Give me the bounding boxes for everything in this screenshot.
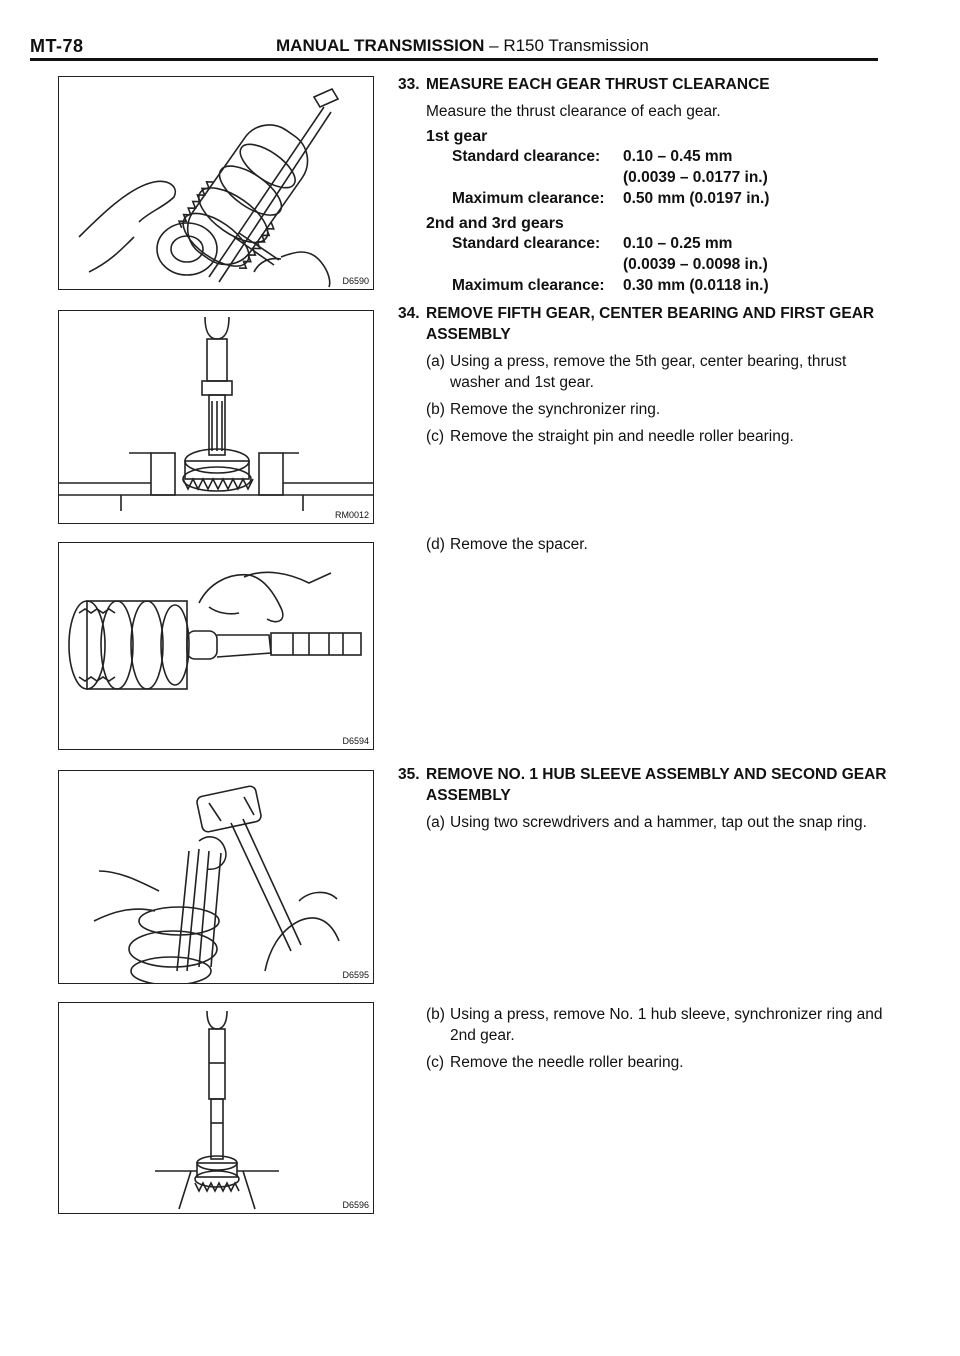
gear-thrust-clearance-measure-illustration <box>59 77 373 289</box>
header-rule <box>30 58 878 61</box>
step-b: (b) Remove the synchronizer ring. <box>426 401 661 418</box>
title-main: MANUAL TRANSMISSION <box>276 36 485 55</box>
section-number: 35. <box>398 766 420 783</box>
gear23-heading: 2nd and 3rd gears <box>426 215 564 232</box>
figure-code: D6590 <box>342 276 369 286</box>
std-label: Standard clearance: <box>452 148 601 165</box>
std-value: 0.10 – 0.25 mm <box>623 235 733 252</box>
section-heading: REMOVE NO. 1 HUB SLEEVE ASSEMBLY AND SECOND GEAR ASSEMBLY <box>426 766 887 804</box>
figure-code: D6595 <box>342 970 369 980</box>
tap-snap-ring-illustration <box>59 771 373 983</box>
figure-code: D6594 <box>342 736 369 746</box>
section-34-step-d <box>398 534 888 555</box>
title-subtitle: R150 Transmission <box>503 36 649 55</box>
gear23-spec <box>398 233 888 296</box>
figure-thrust-clearance <box>58 76 374 290</box>
max-label: Maximum clearance: <box>452 277 605 294</box>
figure-code: D6596 <box>342 1200 369 1210</box>
step-a: (a) Using a press, remove the 5th gear, center bearing, thrust washer and 1st gear. <box>426 353 847 391</box>
std-value-in: (0.0039 – 0.0098 in.) <box>623 256 768 273</box>
section-title <box>398 303 888 345</box>
section-title <box>398 74 888 95</box>
step-a: (a) Using two screwdrivers and a hammer, tap out the snap ring. <box>426 814 867 831</box>
page-number: MT-78 <box>30 36 84 56</box>
press-remove-fifth-gear-illustration <box>59 311 373 523</box>
section-heading: REMOVE FIFTH GEAR, CENTER BEARING AND FIRST GEAR ASSEMBLY <box>426 305 875 343</box>
press-remove-hub-sleeve-illustration <box>59 1003 373 1213</box>
gear1-heading: 1st gear <box>426 128 488 145</box>
section-number: 34. <box>398 305 420 322</box>
step-b: (b) Using a press, remove No. 1 hub sleeve, synchronizer ring and 2nd gear. <box>426 1006 883 1044</box>
figure-tap-snap-ring <box>58 770 374 984</box>
section-title <box>398 764 888 806</box>
std-value: 0.10 – 0.45 mm <box>623 148 733 165</box>
section-33 <box>398 74 888 296</box>
std-label: Standard clearance: <box>452 235 601 252</box>
gear1-spec <box>398 146 888 209</box>
section-35-steps-bc <box>398 1004 888 1073</box>
max-value: 0.30 mm (0.0118 in.) <box>623 277 769 294</box>
max-label: Maximum clearance: <box>452 190 605 207</box>
step-d: (d) Remove the spacer. <box>426 536 588 553</box>
section-intro: Measure the thrust clearance of each gear. <box>426 103 721 120</box>
step-c: (c) Remove the needle roller bearing. <box>426 1054 684 1071</box>
section-34 <box>398 303 888 447</box>
page-title <box>276 36 649 56</box>
title-separator: – <box>484 36 504 55</box>
figure-press-hub-sleeve <box>58 1002 374 1214</box>
page-header <box>30 36 876 56</box>
step-c: (c) Remove the straight pin and needle roller bearing. <box>426 428 794 445</box>
section-heading: MEASURE EACH GEAR THRUST CLEARANCE <box>426 76 770 93</box>
section-number: 33. <box>398 76 420 93</box>
section-35 <box>398 764 888 833</box>
remove-spacer-illustration <box>59 543 373 749</box>
std-value-in: (0.0039 – 0.0177 in.) <box>623 169 768 186</box>
figure-code: RM0012 <box>334 510 369 520</box>
figure-remove-spacer <box>58 542 374 750</box>
max-value: 0.50 mm (0.0197 in.) <box>623 190 770 207</box>
figure-press-fifth-gear <box>58 310 374 524</box>
